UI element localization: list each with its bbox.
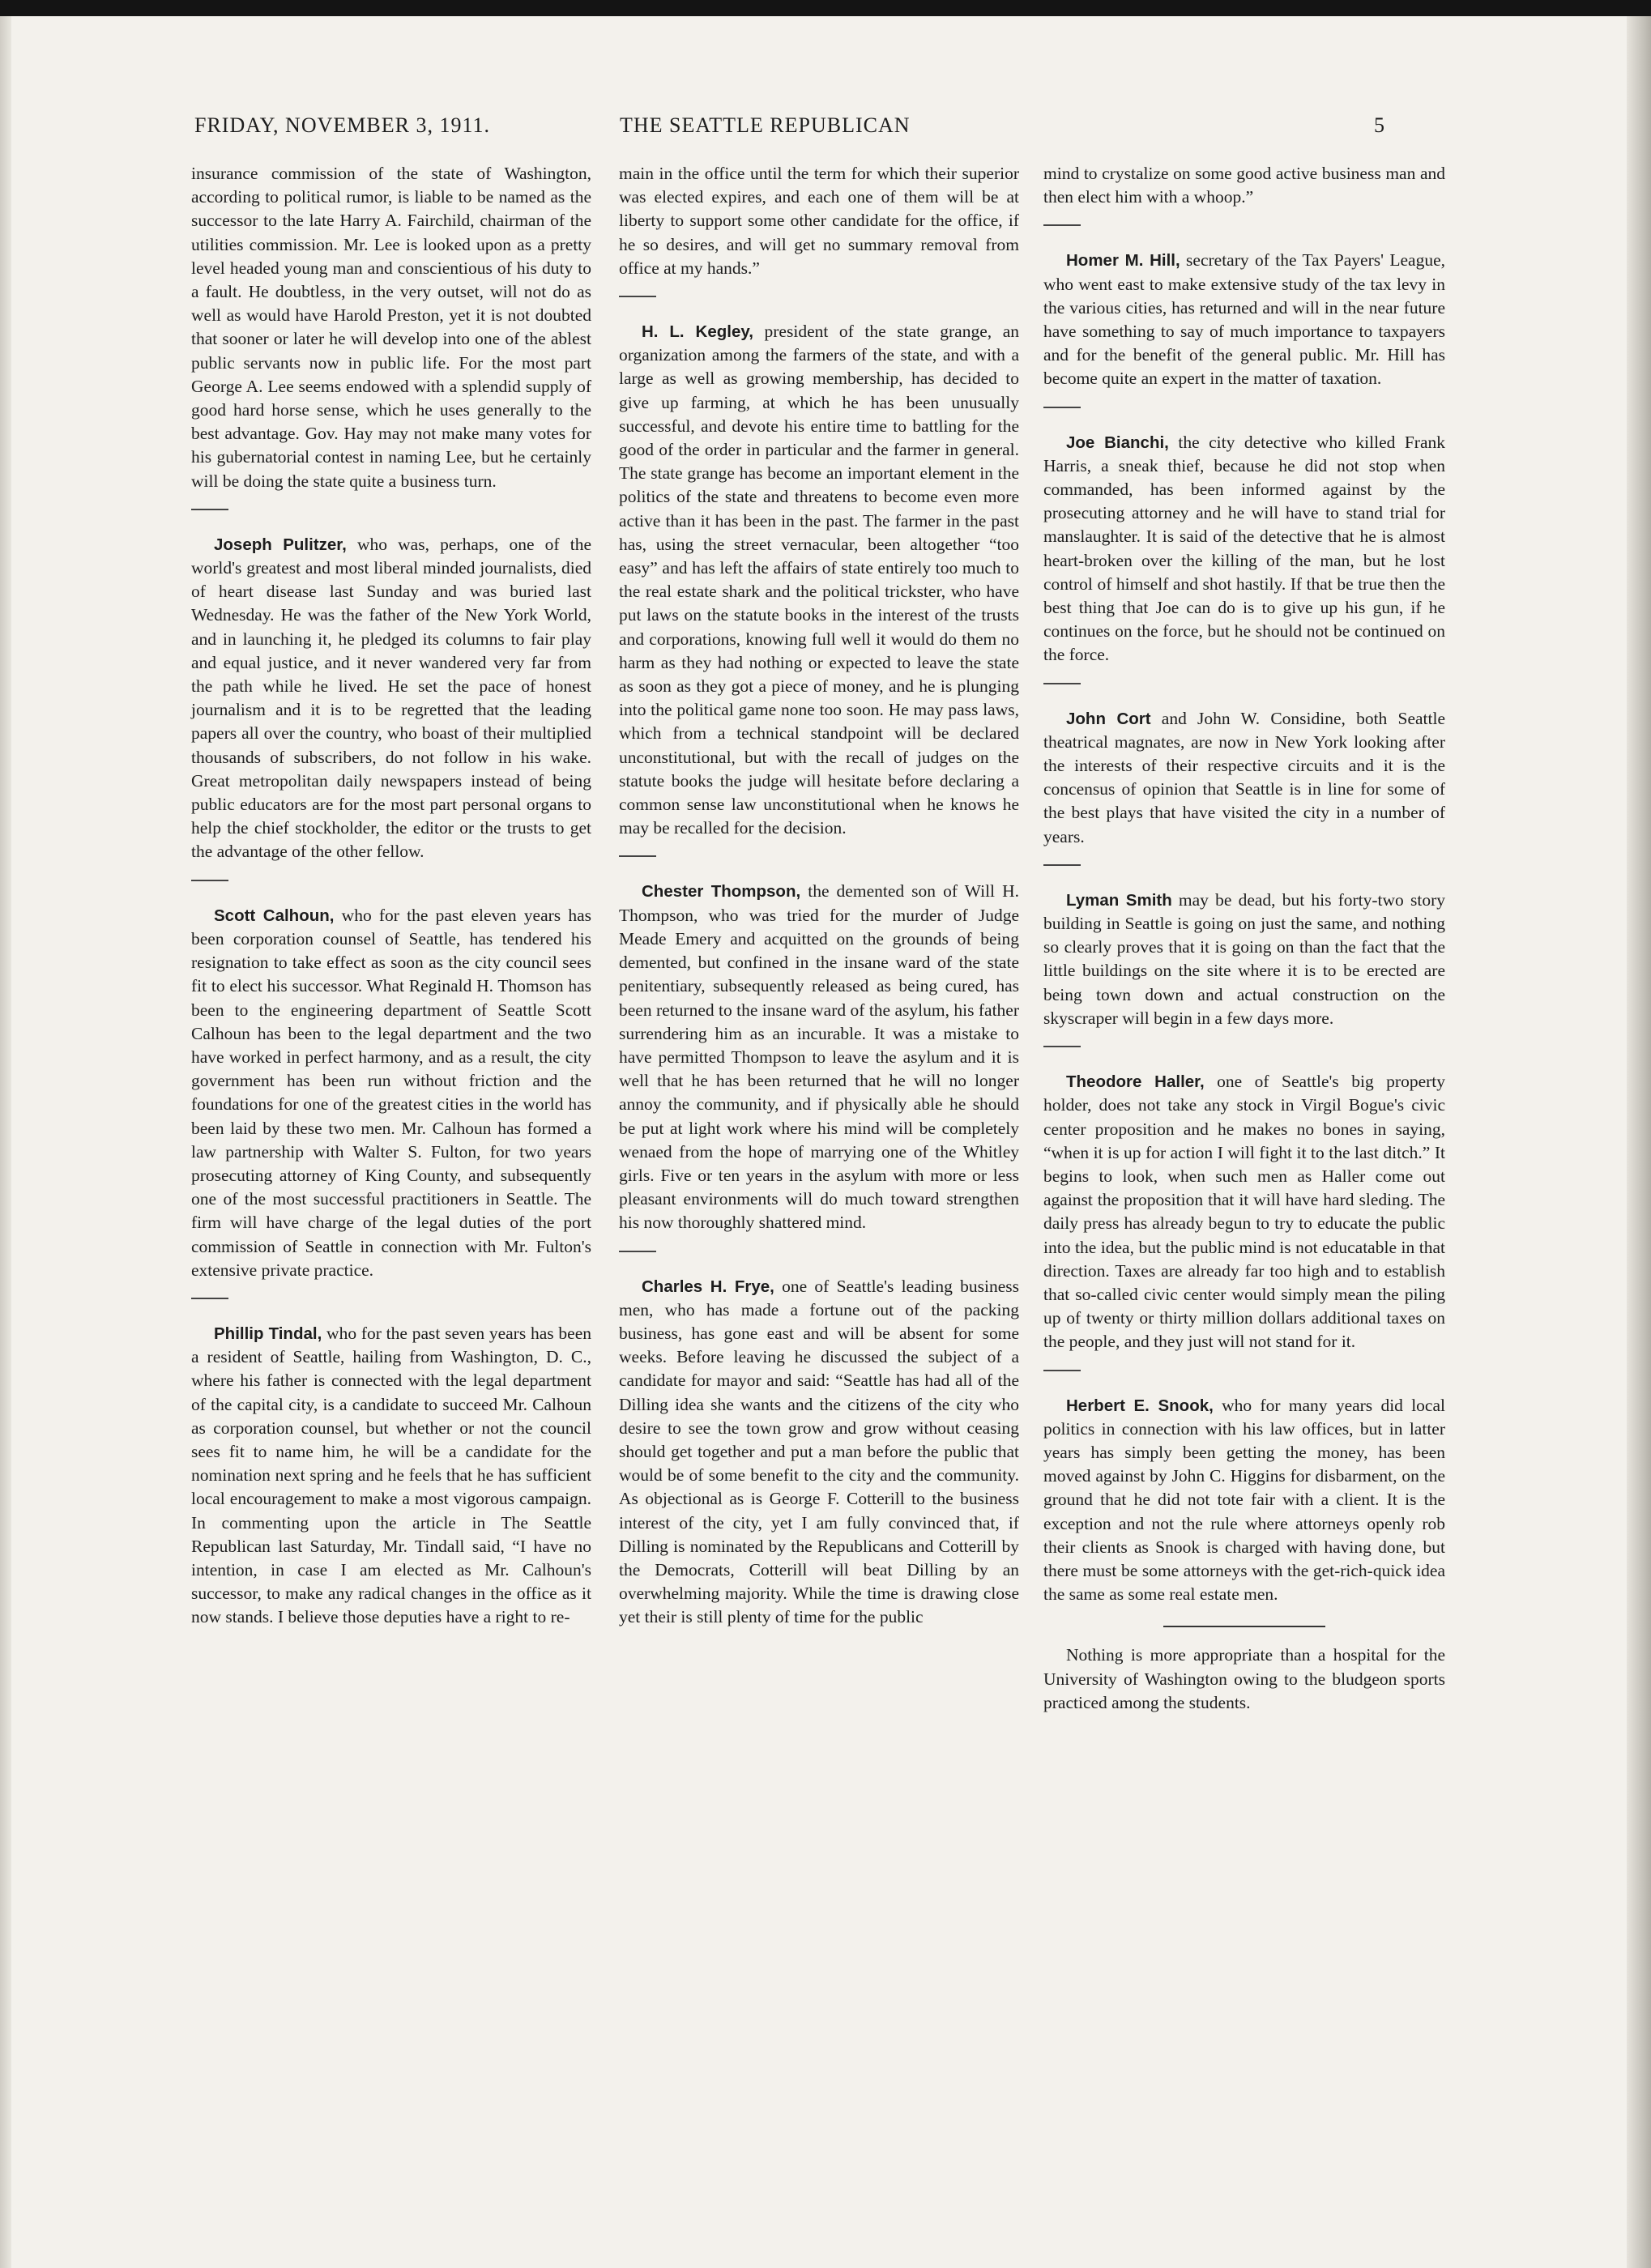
calhoun-article [191, 904, 591, 1282]
thompson-article [619, 880, 1019, 1234]
pulitzer-text: who was, perhaps, one of the world's greatest and most liberal minded journalists, died of heart disease last Sunday and was buried last Wednesday. He was the father of the New York World, and in launching it, he pledged its columns to fair play and equal justice, and it never wandered very far from the path while he lived. He set the pace of honest journalism and it is to be regretted that the leading papers all over the country, who boast of their multiplied thousands of subscribers, do not follow in his wake. Great metropolitan daily newspapers instead of being public educators are for the most part personal organs to help the chief stockholder, the editor or the trusts to get the advantage of the other fellow. [191, 534, 591, 862]
snook-article [1043, 1394, 1445, 1607]
bianchi-text: the city detective who killed Frank Harris, a sneak thief, because he did not stop when commanded, has been informed against by the prosecuting attorney and he will have to stand trial for manslaughter. It is said of the detective that he is almost heart-broken over the killing of the man, but he lost control of himself and shot hastily. If that be true then the best thing that Joe can do is to give up his gun, if he continues on the force, but he should not be continued on the force. [1043, 432, 1446, 665]
haller-name: Theodore Haller, [1066, 1072, 1205, 1092]
kegley-name: H. L. Kegley, [642, 322, 753, 342]
column-1 [191, 162, 591, 1630]
kegley-article [619, 320, 1019, 840]
snook-name: Herbert E. Snook, [1066, 1396, 1214, 1415]
kegley-text: president of the state grange, an organization among the farmers of the state, and with a large as well as growing membership, has decided to give up farming, at which he has been unusually successful, and devote his entire time to battling for the good of the order in particular and the farmer in general. The state grange has become an important element in the politics of the state and threatens to become even more active than it has been in the past. The farmer in the past has, using the street vernacular, been altogether “too easy” and has left the affairs of state entirely too much to the real estate shark and the political trickster, who have put laws on the statute books in the interest of the trusts and corporations, knowing full well it would do them no harm as they had nothing or expected to leave the state as soon as they got a piece of money, and he is plunging into the political game none too soon. He may pass laws, which from a technical standpoint will be declared unconstitutional, but with the recall of judges on the statute books the judge will hesitate before declaring a common sense law unconstitutional when he knows he may be recalled for the decision. [619, 322, 1019, 838]
cort-article [1043, 707, 1445, 849]
column-3 [1043, 162, 1445, 1715]
tindal-article-continued: main in the office until the term for which their superior was elected expires, and each one of them will be at liberty to support some other candidate for the office, if he so desires, and will get no summary removal from office at my hands.” [619, 164, 1019, 278]
haller-article [1043, 1070, 1445, 1354]
calhoun-name: Scott Calhoun, [214, 906, 335, 925]
separator [619, 296, 656, 297]
right-page-edge [1627, 16, 1651, 2268]
haller-text: one of Seattle's big property holder, does not take any stock in Virgil Bogue's civic center proposition and he makes no bones in saying, “when it is up for action I will fight it to the last ditch.” It begins to look, when such men as Haller come out against the proposition that it will have hard sleding. The daily press has already begun to try to educate the public into the idea, but the public mind is not educatable in that direction. Taxes are already far too high and to establish that so-called civic center would simply mean the piling up of twenty or thirty million dollars additional taxes on the people, and they just will not stand for it. [1043, 1072, 1445, 1352]
snook-text: who for many years did local politics in connection with his law offices, but in latter years has simply been getting the money, has been moved against by John C. Higgins for disbarment, on the ground that he did not tote fair with a client. It is the exception and not the rule where attorneys openly rob their clients as Snook is charged with having done, but there must be some attorneys with the get-rich-quick idea the same as some real estate men. [1043, 1395, 1445, 1605]
frye-article [619, 1275, 1019, 1630]
tindal-name: Phillip Tindal, [214, 1324, 322, 1343]
column-2 [619, 162, 1019, 1630]
pulitzer-article [191, 533, 591, 864]
section-divider [1163, 1626, 1325, 1627]
smith-article [1043, 889, 1445, 1030]
frye-article-continued: mind to crystalize on some good active business man and then elect him with a whoop.” [1043, 164, 1445, 207]
frye-text: one of Seattle's leading business men, who has made a fortune out of the packing business, has gone east and will be absent for some weeks. Before leaving he discussed the subject of a candidate for mayor and said: “Seattle has had all of the Dilling idea she wants and the citizens of the city who desire to see the town grow and grow without ceasing should get together and put a man before the public that would be of some benefit to the city and the community. As objectional as is George F. Cotterill to the business interest of the city, yet I am fully convinced that, if Dilling is nominated by the Republicans and Cotterill by the Democrats, Cotterill will beat Dilling by an overwhelming majority. While the time is drawing close yet their is still plenty of time for the public [619, 1276, 1019, 1627]
separator [619, 1251, 656, 1252]
calhoun-text: who for the past eleven years has been corporation counsel of Seattle, has tendered his resignation to take effect as soon as the city council sees fit to elect his successor. What Reginald H. Thomson has been to the engineering department of Seattle Scott Calhoun has been to the legal department and the two have worked in perfect harmony, and as a result, the city government has been run without friction and the foundations for one of the greatest cities in the world has been laid by these two men. Mr. Calhoun has formed a law partnership with Walter S. Fulton, for two years prosecuting attorney of King County, and subsequently one of the most successful practitioners in Seattle. The firm will have charge of the legal duties of the port commission of Seattle in connection with Mr. Fulton's extensive private practice. [191, 905, 591, 1280]
top-border [0, 0, 1651, 16]
separator [1043, 683, 1081, 684]
lee-article-continued: insurance commission of the state of Washington, according to political rumor, is liable to be named as the successor to the late Harry A. Fairchild, chairman of the utilities commission. Mr. Lee is looked upon as a pretty level headed young man and conscientious of his duty to a fault. He doubtless, in the very outset, will not do as well as would have Harold Preston, yet it is not doubted that sooner or later he will develop into one of the ablest public servants now in public life. For the most part George A. Lee seems endowed with a splendid supply of good hard horse sense, which he uses generally to the best advantage. Gov. Hay may not make many votes for his gubernatorial contest in naming Lee, but he certainly will be doing the state quite a business turn. [191, 164, 591, 491]
smith-name: Lyman Smith [1066, 890, 1172, 910]
bianchi-article [1043, 431, 1445, 667]
separator [191, 509, 228, 510]
separator [1043, 407, 1081, 408]
separator [1043, 864, 1081, 866]
newspaper-title: THE SEATTLE REPUBLICAN [620, 113, 911, 137]
cort-name: John Cort [1066, 709, 1151, 728]
tindal-article [191, 1322, 591, 1630]
bianchi-name: Joe Bianchi, [1066, 433, 1169, 452]
thompson-text: the demented son of Will H. Thompson, who was tried for the murder of Judge Meade Emery and acquitted on the grounds of being demented, but confined in the insane ward of the state penitentiary, subsequently released as being cured, has been returned to the insane ward of the asylum, his father surrendering him as an incurable. It was a mistake to have permitted Thompson to leave the asylum and it is well that he has been returned that he will no longer annoy the community, and if physically able he should be put at light work where his mind will be completely wenaed from the hope of marrying one of the Whitley girls. Five or ten years in the asylum with more or less pleasant environments will do much toward strengthen his now thoroughly shattered mind. [619, 881, 1019, 1233]
separator [619, 855, 656, 857]
smith-text: may be dead, but his forty-two story building in Seattle is going on just the same, and nothing so clearly proves that it is going on than the fact that the little buildings on the site where it is to be erected are being town down and actual construction on the skyscraper will begin in a few days more. [1043, 889, 1445, 1028]
cort-text: and John W. Considine, both Seattle theatrical magnates, are now in New York looking after the interests of their respective circuits and it is the concensus of opinion that Seattle is in line for some of the best plays that have visited the city in a number of years. [1043, 708, 1445, 846]
issue-date: FRIDAY, NOVEMBER 3, 1911. [194, 113, 490, 137]
hill-article [1043, 249, 1445, 390]
page-header [194, 113, 1385, 146]
tindal-text: who for the past seven years has been a resident of Seattle, hailing from Washington, D. C., where his father is connected with the legal department of the capital city, is a candidate to succeed Mr. Calhoun as corporation counsel, but whether or not the council sees fit to name him, he will be a candidate for the nomination next spring and he feels that he has sufficient local encouragement to make a most vigorous campaign. In commenting upon the article in The Seattle Republican last Saturday, Mr. Tindall said, “I have no intention, in case I am elected as Mr. Calhoun's successor, to make any radical changes in the office as it now stands. I believe those deputies have a right to re- [191, 1323, 591, 1627]
page-number: 5 [1374, 113, 1385, 137]
hill-text: secretary of the Tax Payers' League, who went east to make extensive study of the tax levy in the various cities, has returned and will in the near future have something to say of much importance to taxpayers and for the benefit of the general public. Mr. Hill has become quite an expert in the matter of taxation. [1043, 250, 1445, 389]
separator [1043, 1046, 1081, 1047]
thompson-name: Chester Thompson, [642, 882, 801, 902]
separator [191, 1298, 228, 1299]
separator [1043, 224, 1081, 226]
separator [1043, 1370, 1081, 1371]
frye-name: Charles H. Frye, [642, 1277, 774, 1296]
hill-name: Homer M. Hill, [1066, 251, 1180, 271]
pulitzer-name: Joseph Pulitzer, [214, 535, 347, 554]
separator [191, 880, 228, 881]
hospital-article: Nothing is more appropriate than a hospital for the University of Washington owing to the bludgeon sports practiced among the students. [1043, 1645, 1445, 1712]
left-page-edge [0, 16, 11, 2268]
